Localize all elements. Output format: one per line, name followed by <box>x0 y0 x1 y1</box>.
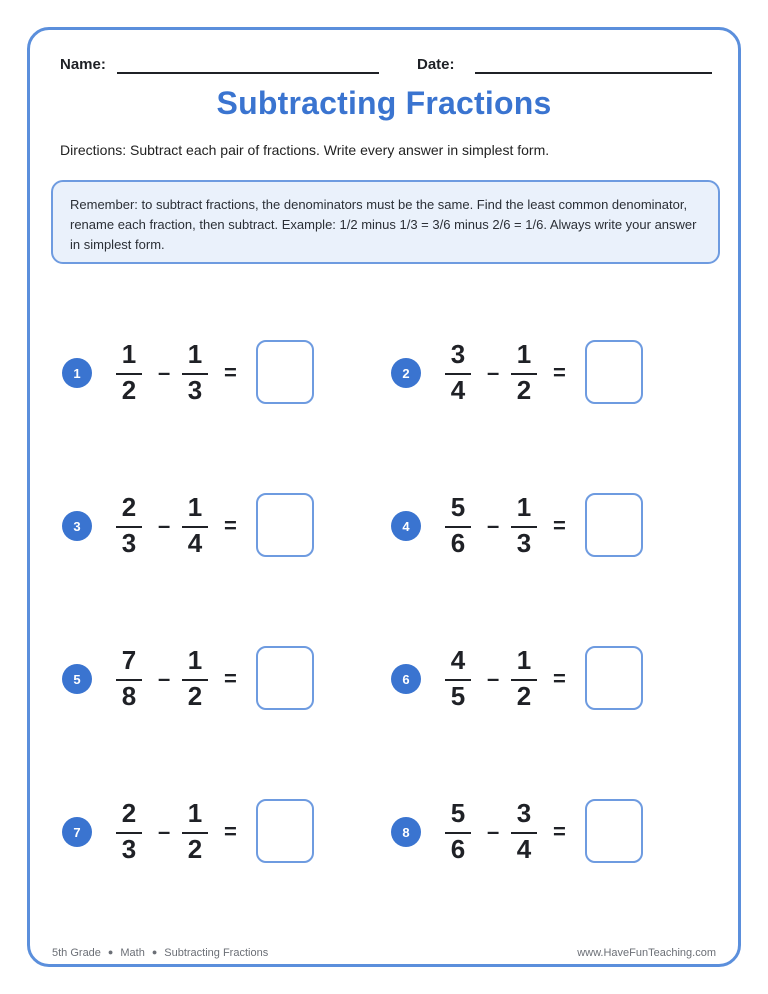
answer-box[interactable] <box>585 646 643 710</box>
footer-topic: Subtracting Fractions <box>164 947 269 959</box>
footer-breadcrumb <box>52 947 268 959</box>
problem-number-badge: 5 <box>62 664 92 694</box>
problem-number-badge: 8 <box>391 817 421 847</box>
numerator: 5 <box>450 798 466 828</box>
equals-sign: = <box>224 666 237 691</box>
numerator: 1 <box>516 492 532 522</box>
directions-text: Directions: Subtract each pair of fractions. Write every answer in simplest form. <box>60 142 550 158</box>
problem-number-badge: 2 <box>391 358 421 388</box>
problem-4 <box>391 491 691 561</box>
minus-sign: – <box>158 819 171 844</box>
numerator: 1 <box>187 798 203 828</box>
numerator: 1 <box>121 339 137 369</box>
denominator: 2 <box>187 681 203 711</box>
problem-3 <box>62 491 362 561</box>
date-field[interactable] <box>417 54 717 78</box>
minus-sign: – <box>158 360 171 385</box>
problem-number-badge: 4 <box>391 511 421 541</box>
equals-sign: = <box>553 513 566 538</box>
equals-sign: = <box>224 360 237 385</box>
numerator: 2 <box>121 492 137 522</box>
name-label: Name: <box>60 56 106 73</box>
numerator: 3 <box>516 798 532 828</box>
minus-sign: – <box>487 666 500 691</box>
equals-sign: = <box>553 360 566 385</box>
denominator: 3 <box>121 528 137 558</box>
numerator: 1 <box>187 492 203 522</box>
denominator: 3 <box>187 375 203 405</box>
footer-dot-icon: ● <box>107 947 114 957</box>
denominator: 5 <box>450 681 466 711</box>
equals-sign: = <box>224 819 237 844</box>
problem-7 <box>62 797 362 867</box>
footer-dot-icon: ● <box>151 947 158 957</box>
answer-box[interactable] <box>585 799 643 863</box>
numerator: 1 <box>516 645 532 675</box>
answer-box[interactable] <box>585 340 643 404</box>
numerator: 2 <box>121 798 137 828</box>
denominator: 6 <box>450 528 466 558</box>
answer-box[interactable] <box>256 340 314 404</box>
minus-sign: – <box>487 819 500 844</box>
denominator: 4 <box>516 834 532 864</box>
footer-grade: 5th Grade <box>52 947 101 959</box>
problem-number-badge: 6 <box>391 664 421 694</box>
denominator: 4 <box>450 375 466 405</box>
denominator: 3 <box>516 528 532 558</box>
problem-number-badge: 3 <box>62 511 92 541</box>
minus-sign: – <box>158 666 171 691</box>
denominator: 2 <box>516 375 532 405</box>
numerator: 1 <box>187 339 203 369</box>
numerator: 1 <box>516 339 532 369</box>
name-field[interactable] <box>60 54 380 78</box>
answer-box[interactable] <box>256 493 314 557</box>
denominator: 6 <box>450 834 466 864</box>
remember-note: Remember: to subtract fractions, the denominators must be the same. Find the least common denominator, rename each fraction, then subtract. Example: 1/2 minus 1/3 = 3/6 minus 2/6 = 1/6. Always write your answer in simplest form. <box>51 180 720 264</box>
denominator: 3 <box>121 834 137 864</box>
denominator: 8 <box>121 681 137 711</box>
date-line[interactable] <box>475 72 712 74</box>
minus-sign: – <box>487 360 500 385</box>
answer-box[interactable] <box>585 493 643 557</box>
numerator: 5 <box>450 492 466 522</box>
date-label: Date: <box>417 56 455 73</box>
name-line[interactable] <box>117 72 379 74</box>
page-title: Subtracting Fractions <box>216 85 552 121</box>
equals-sign: = <box>553 819 566 844</box>
equals-sign: = <box>553 666 566 691</box>
problem-6 <box>391 644 691 714</box>
footer-subject: Math <box>120 947 145 959</box>
problem-number-badge: 1 <box>62 358 92 388</box>
answer-box[interactable] <box>256 799 314 863</box>
equals-sign: = <box>224 513 237 538</box>
problem-2 <box>391 338 691 408</box>
denominator: 4 <box>187 528 203 558</box>
numerator: 1 <box>187 645 203 675</box>
footer-website: www.HaveFunTeaching.com <box>577 947 716 959</box>
problem-5 <box>62 644 362 714</box>
denominator: 2 <box>187 834 203 864</box>
worksheet-page <box>27 27 741 967</box>
problem-1 <box>62 338 362 408</box>
minus-sign: – <box>487 513 500 538</box>
numerator: 4 <box>450 645 466 675</box>
denominator: 2 <box>516 681 532 711</box>
numerator: 3 <box>450 339 466 369</box>
answer-box[interactable] <box>256 646 314 710</box>
problem-8 <box>391 797 691 867</box>
numerator: 7 <box>121 645 137 675</box>
denominator: 2 <box>121 375 137 405</box>
minus-sign: – <box>158 513 171 538</box>
problem-number-badge: 7 <box>62 817 92 847</box>
